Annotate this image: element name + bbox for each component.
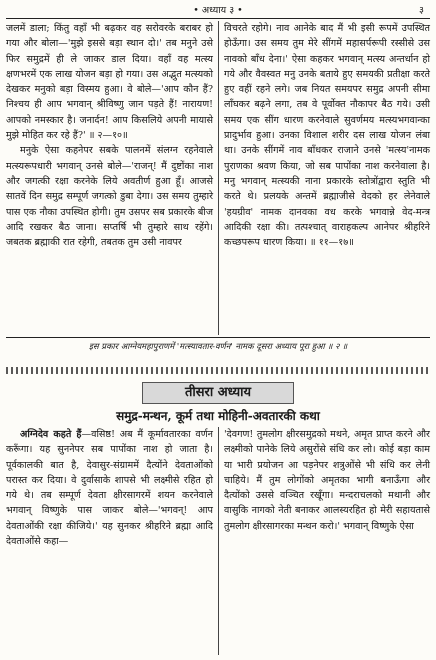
chapter-colophon: इस प्रकार आग्नेयमहापुराणमें 'मत्स्यावतार-वर्णन' नामक दूसरा अध्याय पूरा हुआ ॥ २ ॥ — [88, 341, 348, 351]
column-divider — [218, 427, 219, 655]
paragraph: विचरते रहोगे। नाव आनेके बाद मैं भी इसी रूपमें उपस्थित होऊँगा। उस समय तुम मेरे सींगमें महासर्परूपी रस्सीसे उस नावको बाँध देना।' ऐसा कहकर भगवान् मत्स्य अन्तर्धान हो गये और वैवस्वत मनु उनके बताये हुए समयकी प्रतीक्षा करते हुए वहीं रहने लगे। जब नियत समयपर समुद्र अपनी सीमा लाँघकर बढ़ने लगा, तब वे पूर्वोक्त नौकापर बैठ गये। उसी समय एक सींग धारण करनेवाले सुवर्णमय मत्स्यभगवान्का प्रादुर्भाव हुआ। उनका विशाल शरीर दस लाख योजन लंबा था। उनके सींगमें नाव बाँधकर राजाने उनसे 'मत्स्य'नामक पुराणका श्रवण किया, जो सब पापोंका नाश करनेवाला है। मनु भगवान् मत्स्यकी नाना प्रकारके स्तोत्रोंद्वारा स्तुति भी करते थे। प्रलयके अन्तमें ब्रह्माजीसे वेदको हर लेनेवाले 'हयग्रीव' नामक दानवका वध करके भगवान्ने वेद-मन्त्र आदिकी रक्षा की। तत्पश्चात् वाराहकल्प आनेपर श्रीहरिने कच्छपरूप धारण किया। ॥ ११—१७॥ — [224, 23, 430, 249]
page-number: ३ — [419, 5, 424, 16]
header-rule — [6, 18, 430, 19]
section-rule — [6, 337, 430, 338]
top-right-column — [224, 21, 430, 250]
paragraph — [6, 427, 213, 549]
paragraph-text: —वसिष्ठ! अब मैं कूर्मावतारका वर्णन करूँगा। यह सुननेपर सब पापोंका नाश हो जाता है। पूर्वकालकी बात है, देवासुर-संग्राममें दैत्योंने देवताओंको परास्त कर दिया। वे दुर्वासाके शापसे भी लक्ष्मीसे रहित हो गये थे। तब सम्पूर्ण देवता क्षीरसागरमें शयन करनेवाले भगवान् विष्णुके पास जाकर बोले—'भगवन्! आप देवताओंकी रक्षा कीजिये।' यह सुनकर श्रीहरिने ब्रह्मा आदि देवताओंसे कहा— — [6, 429, 213, 548]
chapter-subtitle: समुद्र-मन्थन, कूर्म तथा मोहिनी-अवतारकी कथा — [116, 409, 320, 423]
paragraph: 'देवगण! तुमलोग क्षीरसमुद्रको मथने, अमृत प्राप्त करने और लक्ष्मीको पानेके लिये असुरोंसे संधि कर लो। कोई बड़ा काम या भारी प्रयोजन आ पड़नेपर शत्रुओंसे भी संधि कर लेनी चाहिये। मैं तुम लोगोंको अमृतका भागी बनाऊँगा और दैत्योंको उससे वञ्चित रखूँगा। मन्दराचलको मथानी और वासुकि नागको नेती बनाकर आलस्यरहित हो मेरी सहायतासे तुमलोग क्षीरसागरका मन्थन करो।' भगवान् विष्णुके ऐसा — [224, 429, 430, 532]
paragraph: जलमें डाला; किंतु वहाँ भी बढ़कर वह सरोवरके बराबर हो गया और बोला—'मुझे इससे बड़ा स्थान दो।' तब मनुने उसे फिर समुद्रमें ही ले जाकर डाल दिया। वहाँ वह मत्स्य क्षणभरमें एक लाख योजन बड़ा हो गया। उस अद्भुत मत्स्यको देखकर मनुको बड़ा विस्मय हुआ। वे बोले—'आप कौन हैं? निश्चय ही आप भगवान् श्रीविष्णु जान पड़ते हैं! नारायण! आपको नमस्कार है। जनार्दन! आप किसलिये अपनी मायासे मुझे मोहित कर रहे हैं?' ॥ २—१०॥ — [6, 23, 213, 142]
bottom-left-column — [6, 427, 213, 549]
chapter-banner: तीसरा अध्याय — [142, 382, 294, 404]
speaker-lead: अग्निदेव कहते हैं — [20, 429, 82, 440]
bottom-right-column — [224, 427, 430, 534]
column-divider — [218, 21, 219, 335]
top-left-column — [6, 21, 213, 250]
paragraph: मनुके ऐसा कहनेपर सबके पालनमें संलग्न रहनेवाले मत्स्यरूपधारी भगवान् उनसे बोले—'राजन्! मैं दुष्टोंका नाश और जगत्की रक्षा करनेके लिये अवतीर्ण हुआ हूँ। आजसे सातवें दिन समुद्र सम्पूर्ण जगत्को डुबा देगा। उस समय तुम्हारे पास एक नौका उपस्थित होगी। तुम उसपर सब प्रकारके बीज आदि रखकर बैठ जाना। सप्तर्षि भी तुम्हारे साथ रहेंगे। जबतक ब्रह्माकी रात रहेगी, तबतक तुम उसी नावपर — [6, 145, 213, 249]
running-title: • अध्याय ३ • — [193, 5, 243, 16]
page-header — [0, 3, 436, 17]
ornamental-border — [6, 367, 430, 374]
